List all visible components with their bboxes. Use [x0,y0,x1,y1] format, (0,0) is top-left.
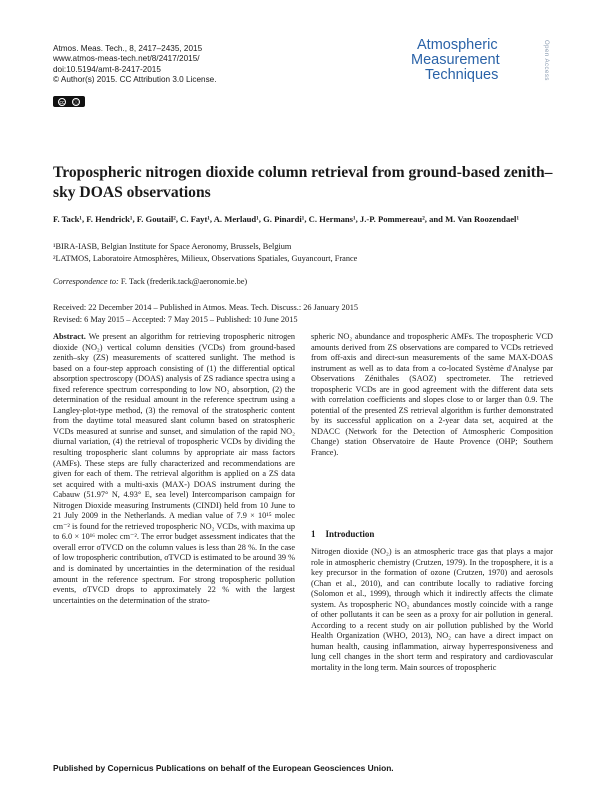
citation-line: Atmos. Meas. Tech., 8, 2417–2435, 2015 [53,44,203,53]
cc-license-icon[interactable] [53,96,85,107]
copyright-line: © Author(s) 2015. CC Attribution 3.0 License. [53,75,217,85]
affiliations [53,241,553,264]
affiliation-1: ¹BIRA-IASB, Belgian Institute for Space Aeronomy, Brussels, Belgium [53,242,292,251]
open-access-label: Open Access [543,40,549,81]
publication-dates [53,302,553,325]
citation-header [53,44,217,86]
affiliation-2: ²LATMOS, Laboratoire Atmosphères, Milieux, Observations Spatiales, Guyancourt, France [53,253,358,263]
journal-logo [395,38,555,100]
logo-line-2: Measurement [411,52,500,68]
abstract-label: Abstract. [53,332,86,341]
cc-circle-icon: cc [59,99,65,106]
section-number: 1 [311,529,316,539]
by-attribution-icon: ⓘ [73,99,79,106]
section-title: Introduction [325,529,375,539]
publisher-footer: Published by Copernicus Publications on behalf of the European Geosciences Union. [53,763,394,773]
abstract-text: We present an algorithm for retrieving tropospheric nitrogen dioxide (NO₂) vertical column densities (VCDs) from ground-based zenith–sky (ZS) measurements of scattered sunlight. The method is based on a four-step approach consisting of (1) the differential optical absorption spectroscopy (DOAS) analysis of ZS radiance spectra using a fixed reference spectrum corresponding to low NO₂ absorption, (2) the determination of the residual amount in the reference spectrum using a Langley-plot-type method, (3) the removal of the stratospheric content from the daytime total measured slant column based on stratospheric VCDs measured at sunrise and sunset, and simulation of the rapid NO₂ diurnal variation, (4) the retrieval of tropospheric VCDs by dividing the resulting tropospheric slant columns by appropriate air mass factors (AMFs). These steps are fully characterized and recommendations are given for each of them. The retrieval algorithm is applied on a ZS data set acquired with a multi-axis (MAX-) DOAS instrument during the Cabauw (51.97° N, 4.93° E, sea level) Intercomparison campaign for Nitrogen Dioxide measuring Instruments (CINDI) held from 10 June to 21 July 2009 in the Netherlands. A median value of 7.9 × 10¹⁵ molec cm⁻² is found for the retrieved tropospheric NO₂ VCDs, with maxima up to 6.0 × 10¹⁶ molec cm⁻². The error budget assessment indicates that the overall error σTVCD on the column values is less than 28 %. In the case of low tropospheric contribution, σTVCD is estimated to be around 39 % and is dominated by uncertainties in the determination of the residual amount in the reference spectrum. For strong tropospheric pollution events, σTVCD drops to approximately 22 % with the largest uncertainties on the determination of the strato- [53,332,295,605]
paper-title: Tropospheric nitrogen dioxide column retrieval from ground-based zenith–sky DOAS observations [53,164,553,201]
correspondence-text[interactable]: F. Tack (frederik.tack@aeronomie.be) [118,277,248,286]
introduction-text: Nitrogen dioxide (NO₂) is an atmospheric trace gas that plays a major role in atmospheric chemistry (Crutzen, 1979). In the troposphere, it is a key precursor in the formation of ozone (Crutzen, 1970) and aerosols (Chan et al., 2010), and can contribute locally to radiative forcing (Solomon et al., 1999), through which it indirectly affects the climate system. As tropospheric NO₂ abundances mostly coincide with a range of other pollutants it can be seen as a proxy for air pollution in general. According to a recent study on air pollution published by the World Health Organization (WHO, 2013), NO₂ can have a direct impact on human health, causing inflammation, airway hyperresponsiveness and lung cell changes in the short term and respiratory and cardiovascular mortality in the long term. Main sources of tropospheric [311,547,553,673]
article-url[interactable]: www.atmos-meas-tech.net/8/2417/2015/ [53,54,200,64]
logo-line-1: Atmospheric [417,37,498,53]
dates-line-1: Received: 22 December 2014 – Published in Atmos. Meas. Tech. Discuss.: 26 January 2015 [53,303,359,312]
correspondence [53,277,247,286]
author-list: F. Tack¹, F. Hendrick¹, F. Goutail², C. Fayt¹, A. Merlaud¹, G. Pinardi¹, C. Hermans¹, J.-P. Pommereau², and M. Van Roozendael¹ [53,214,520,224]
correspondence-label: Correspondence to: [53,277,119,286]
abstract-column [53,332,295,606]
introduction-heading [311,529,374,539]
dates-line-2: Revised: 6 May 2015 – Accepted: 7 May 2015 – Published: 10 June 2015 [53,314,298,324]
doi[interactable]: doi:10.5194/amt-8-2417-2015 [53,64,161,74]
abstract-continuation: spheric NO₂ abundance and tropospheric AMFs. The tropospheric VCD amounts derived from ZS observations are compared to VCDs retrieved from off-axis and direct-sun measurements of the same MAX-DOAS instrument as well as to data from a co-located Système d'Analyse par Observations Zénithales (SAOZ) spectrometer. The retrieved tropospheric VCDs are in good agreement with the different data sets with correlation coefficients and slopes close to or larger than 0.9. The potential of the presented ZS retrieval algorithm is further demonstrated by its successful application on a 2-year data set, acquired at the NDACC (Network for the Detection of Atmospheric Composition Change) station Observatoire de Haute Provence (OHP; Southern France). [311,332,553,458]
logo-line-3: Techniques [425,67,499,83]
